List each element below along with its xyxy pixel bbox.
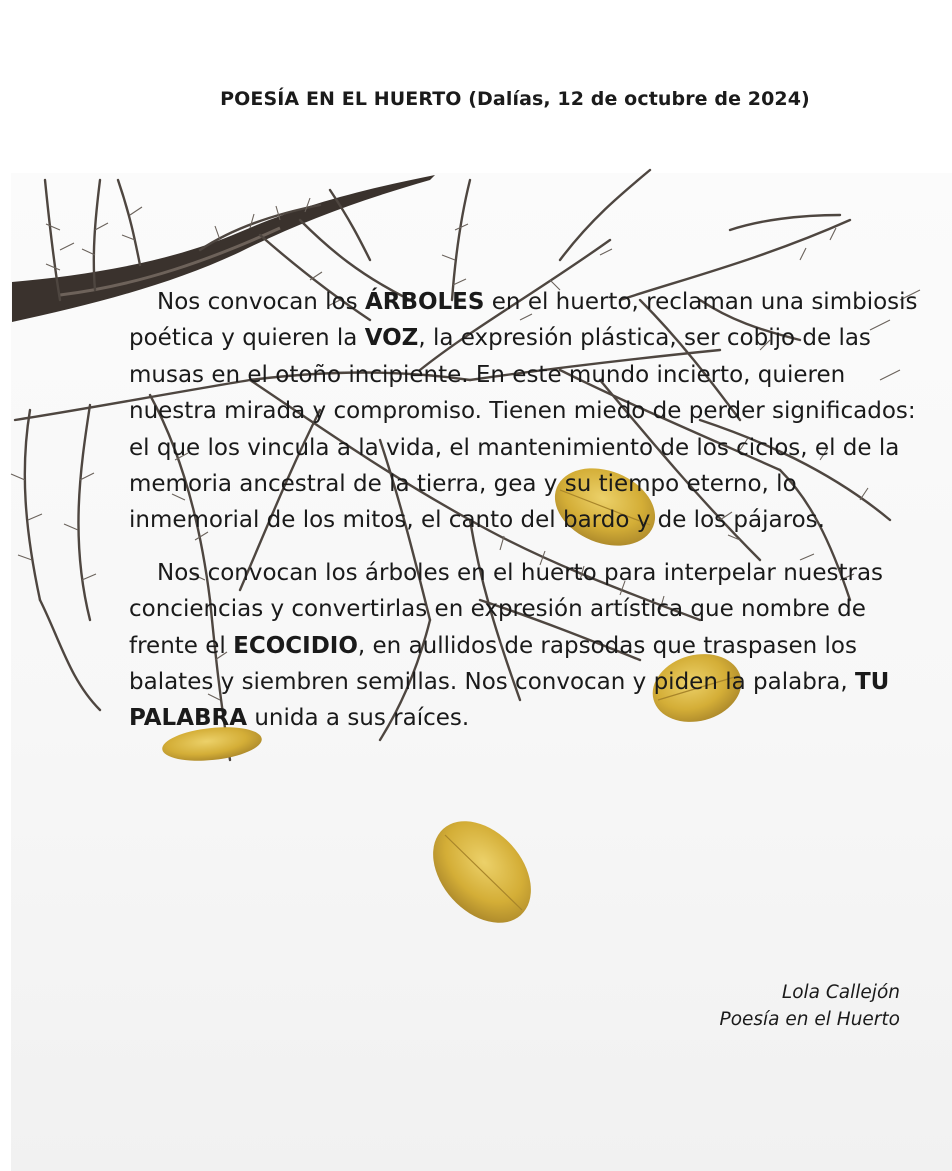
author-name: Lola Callejón [781, 982, 900, 1003]
emphasis-voz: VOZ [364, 325, 419, 352]
poem-text [129, 284, 919, 737]
paragraph-1: Nos convocan los ÁRBOLES en el huerto, reclaman una simbiosis poética y quieren la VOZ, la expresión plástica, ser cobijo de las musas en el otoño incipiente. En este mundo incierto, quieren nuestra mirada y compromiso. Tienen miedo de perder significados: el que los vincula a la vida, el mantenimiento de los ciclos, el de la memoria ancestral de la tierra, gea y su tiempo eterno, lo inmemorial de los mitos, el canto del bardo y de los pájaros. [129, 289, 918, 534]
page-title: POESÍA EN EL HUERTO (Dalías, 12 de octubre de 2024) [220, 88, 810, 110]
emphasis-arboles: ÁRBOLES [364, 289, 485, 315]
emphasis-tu-palabra: TU PALABRA [129, 669, 890, 732]
signature [720, 979, 900, 1033]
paragraph-2: Nos convocan los árboles en el huerto para interpelar nuestras conciencias y convertirlas en expresión artística que nombre de frente el ECOCIDIO, en aullidos de rapsodas que traspasen los balates y siembren semillas. Nos convocan y piden la palabra, TU PALABRA unida a sus raíces. [129, 559, 890, 732]
emphasis-ecocidio: ECOCIDIO [233, 632, 358, 659]
author-group: Poesía en el Huerto [719, 1009, 900, 1030]
